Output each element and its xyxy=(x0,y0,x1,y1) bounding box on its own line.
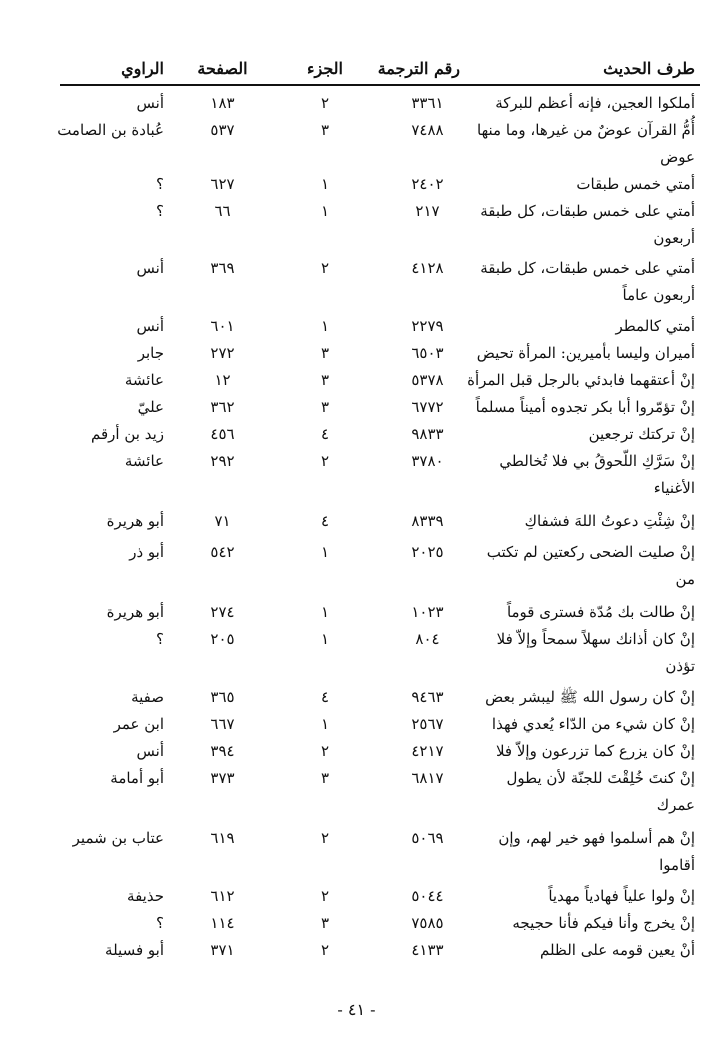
volume: ١ xyxy=(320,175,330,193)
volume: ٢ xyxy=(320,887,330,905)
page: ٣٧٣ xyxy=(210,769,235,787)
narrator: ؟ xyxy=(156,175,164,193)
table-row xyxy=(0,90,713,117)
page: ١٨٣ xyxy=(210,94,235,112)
page: ٣٦٩ xyxy=(210,259,235,277)
narrator: أبو هريرة xyxy=(106,603,164,621)
page: ٣٧١ xyxy=(210,941,235,959)
narrator: حذيفة xyxy=(127,887,164,905)
entry-number: ٤١٣٣ xyxy=(411,941,444,959)
volume: ٣ xyxy=(320,371,330,389)
entry-number: ٦٥٠٣ xyxy=(411,344,444,362)
narrator: أنس xyxy=(136,317,164,335)
narrator: ؟ xyxy=(156,914,164,932)
entry-number: ٣٣٦١ xyxy=(411,94,444,112)
hadith-title: إنْ ولوا علياً فهادياً مهدياً xyxy=(548,887,695,905)
hadith-title: إنْ تؤمّروا أبا بكر تجدوه أميناً مسلماً xyxy=(475,398,695,416)
hadith-title: أمتي على خمس طبقات، كل طبقة xyxy=(480,202,695,220)
hadith-title: أميران وليسا بأميرين: المرأة تحيض xyxy=(476,344,695,362)
volume: ٣ xyxy=(320,398,330,416)
entry-number: ٤٢١٧ xyxy=(411,742,444,760)
table-row xyxy=(0,825,713,852)
hadith-title-continuation: من xyxy=(675,570,695,588)
volume: ٢ xyxy=(320,742,330,760)
entry-number: ٥٣٧٨ xyxy=(411,371,444,389)
entry-number: ٨٣٣٩ xyxy=(411,512,444,530)
table-row xyxy=(0,508,713,535)
volume: ١ xyxy=(320,317,330,335)
narrator: أنس xyxy=(136,742,164,760)
entry-number: ٣٧٨٠ xyxy=(411,452,444,470)
hadith-title: إنْ هم أسلموا فهو خير لهم، وإن xyxy=(498,829,695,847)
volume: ٢ xyxy=(320,259,330,277)
page: ٧١ xyxy=(214,512,231,530)
narrator: عائشة xyxy=(124,371,164,389)
table-row xyxy=(0,198,713,225)
table-row xyxy=(0,367,713,394)
page: ٥٤٢ xyxy=(210,543,235,561)
table-row xyxy=(0,626,713,653)
table-row xyxy=(0,448,713,475)
narrator: أبو ذر xyxy=(129,543,164,561)
page: ٣٩٤ xyxy=(210,742,235,760)
narrator: أنس xyxy=(136,259,164,277)
entry-number: ٢٢٧٩ xyxy=(411,317,444,335)
hadith-title: أنْ يعين قومه على الظلم xyxy=(539,941,695,959)
header-narrator: الراوي xyxy=(121,59,164,78)
entry-number: ٢٥٦٧ xyxy=(411,715,444,733)
entry-number: ٢٠٢٥ xyxy=(411,543,444,561)
hadith-title: إنْ سَرَّكِ اللّحوقُ بي فلا تُخالطي xyxy=(499,452,695,470)
page: ٢٩٢ xyxy=(210,452,235,470)
row-continuation xyxy=(0,475,713,502)
table-row xyxy=(0,255,713,282)
row-continuation xyxy=(0,566,713,593)
header-page: الصفحة xyxy=(197,59,248,78)
narrator: أبو فسيلة xyxy=(105,941,164,959)
page: ٢٧٤ xyxy=(210,603,235,621)
hadith-title: أملكوا العجين، فإنه أعظم للبركة xyxy=(495,94,695,112)
volume: ٤ xyxy=(320,425,330,443)
page: ١١٤ xyxy=(210,914,235,932)
table-row xyxy=(0,738,713,765)
header-hadith-title: طرف الحديث xyxy=(603,59,695,78)
page: ٦٠١ xyxy=(210,317,235,335)
volume: ٢ xyxy=(320,94,330,112)
narrator: أبو أمامة xyxy=(110,769,164,787)
row-continuation xyxy=(0,144,713,171)
page: ٦١٢ xyxy=(210,887,235,905)
volume: ٢ xyxy=(320,941,330,959)
header-divider xyxy=(60,84,700,86)
table-row xyxy=(0,765,713,792)
narrator: عُبادة بن الصامت xyxy=(57,121,164,139)
table-row xyxy=(0,394,713,421)
page: ٦٢٧ xyxy=(210,175,235,193)
narrator: أنس xyxy=(136,94,164,112)
entry-number: ٨٠٤ xyxy=(415,630,440,648)
index-rows xyxy=(0,90,713,964)
hadith-title-continuation: أقاموا xyxy=(659,856,695,874)
volume: ١ xyxy=(320,543,330,561)
hadith-title: إنْ كنتَ خُلِقْتَ للجنّة لأن يطول xyxy=(506,769,695,787)
hadith-title: إنْ طالت بك مُدّة فسترى قوماً xyxy=(506,603,695,621)
volume: ١ xyxy=(320,715,330,733)
hadith-title: أمتي كالمطر xyxy=(615,317,695,335)
page: ٢٧٢ xyxy=(210,344,235,362)
hadith-title: إنْ كان يزرع كما تزرعون وإلاّ فلا xyxy=(495,742,695,760)
table-row xyxy=(0,340,713,367)
row-continuation xyxy=(0,225,713,252)
hadith-title: إنْ تركتك ترجعين xyxy=(588,425,695,443)
hadith-title: إنْ شِئْتِ دعوتُ اللهَ فشفاكِ xyxy=(524,512,695,530)
hadith-title-continuation: عوض xyxy=(660,148,695,166)
hadith-title: إنْ كان أذانك سهلاً سمحاً وإلاّ فلا xyxy=(496,630,695,648)
narrator: زيد بن أرقم xyxy=(91,425,164,443)
entry-number: ١٠٢٣ xyxy=(411,603,444,621)
volume: ٤ xyxy=(320,688,330,706)
hadith-title: إنْ يخرج وأنا فيكم فأنا حجيجه xyxy=(512,914,695,932)
volume: ٢ xyxy=(320,452,330,470)
page: ١٢ xyxy=(214,371,231,389)
volume: ٤ xyxy=(320,512,330,530)
table-row xyxy=(0,937,713,964)
page: ٤٥٦ xyxy=(210,425,235,443)
table-row xyxy=(0,910,713,937)
table-row xyxy=(0,539,713,566)
table-row xyxy=(0,421,713,448)
hadith-title: إنْ كان رسول الله ﷺ ليبشر بعض xyxy=(485,688,695,706)
narrator: عليّ xyxy=(137,398,164,416)
entry-number: ٢١٧ xyxy=(415,202,440,220)
hadith-title: إنْ كان شيء من الدّاء يُعدي فهذا xyxy=(491,715,695,733)
page: ٣٦٥ xyxy=(210,688,235,706)
entry-number: ٩٤٦٣ xyxy=(411,688,444,706)
table-row xyxy=(0,171,713,198)
narrator: أبو هريرة xyxy=(106,512,164,530)
narrator: ؟ xyxy=(156,202,164,220)
narrator: ابن عمر xyxy=(113,715,164,733)
header-volume: الجزء xyxy=(307,59,343,78)
hadith-title: أُمُّ القرآن عوضٌ من غيرها، وما منها xyxy=(477,121,695,139)
entry-number: ٤١٢٨ xyxy=(411,259,444,277)
volume: ٣ xyxy=(320,344,330,362)
page: ٦١٩ xyxy=(210,829,235,847)
narrator: ؟ xyxy=(156,630,164,648)
page: ٣٦٢ xyxy=(210,398,235,416)
hadith-title: إنْ أعتقهما فابدئي بالرجل قبل المرأة xyxy=(467,371,695,389)
table-header xyxy=(0,55,713,85)
hadith-title-continuation: أربعون xyxy=(653,229,695,247)
entry-number: ٥٠٤٤ xyxy=(411,887,444,905)
hadith-title: أمتي خمس طبقات xyxy=(576,175,695,193)
row-continuation xyxy=(0,653,713,680)
narrator: عائشة xyxy=(124,452,164,470)
hadith-title: إنْ صليت الضحى ركعتين لم تكتب xyxy=(486,543,695,561)
volume: ١ xyxy=(320,603,330,621)
entry-number: ٧٤٨٨ xyxy=(411,121,444,139)
entry-number: ٥٠٦٩ xyxy=(411,829,444,847)
hadith-title-continuation: الأغنياء xyxy=(653,479,695,497)
row-continuation xyxy=(0,282,713,309)
volume: ٣ xyxy=(320,914,330,932)
volume: ١ xyxy=(320,202,330,220)
table-row xyxy=(0,313,713,340)
table-row xyxy=(0,883,713,910)
hadith-title: أمتي على خمس طبقات، كل طبقة xyxy=(480,259,695,277)
row-continuation xyxy=(0,792,713,819)
volume: ٢ xyxy=(320,829,330,847)
narrator: جابر xyxy=(137,344,164,362)
entry-number: ٦٨١٧ xyxy=(411,769,444,787)
entry-number: ٩٨٣٣ xyxy=(411,425,444,443)
volume: ١ xyxy=(320,630,330,648)
table-row xyxy=(0,711,713,738)
page: ٢٠٥ xyxy=(210,630,235,648)
table-row xyxy=(0,684,713,711)
volume: ٣ xyxy=(320,121,330,139)
page: ٦٦ xyxy=(214,202,231,220)
header-entry-number: رقم الترجمة xyxy=(377,59,460,78)
narrator: صفية xyxy=(131,688,164,706)
page: ٦٦٧ xyxy=(210,715,235,733)
page-number: - ٤١ - xyxy=(337,1000,376,1019)
hadith-title-continuation: تؤذن xyxy=(665,657,695,675)
table-row xyxy=(0,599,713,626)
row-continuation xyxy=(0,852,713,879)
entry-number: ٧٥٨٥ xyxy=(411,914,444,932)
page: ٥٣٧ xyxy=(210,121,235,139)
table-row xyxy=(0,117,713,144)
entry-number: ٦٧٧٢ xyxy=(411,398,444,416)
volume: ٣ xyxy=(320,769,330,787)
entry-number: ٢٤٠٢ xyxy=(411,175,444,193)
hadith-title-continuation: عمرك xyxy=(656,796,695,814)
narrator: عتاب بن شمير xyxy=(72,829,164,847)
hadith-title-continuation: أربعون عاماً xyxy=(622,286,695,304)
